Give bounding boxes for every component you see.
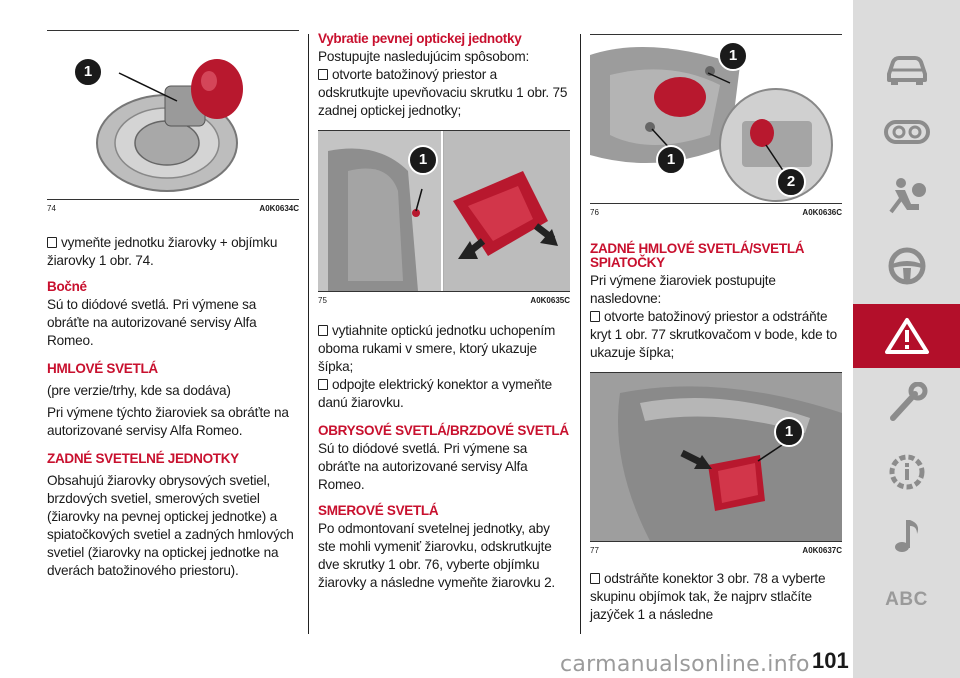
figure-code: A0K0634C [259, 204, 299, 213]
bullet-item: otvorte batožinový priestor a odskrutkujte upevňovaciu skrutku 1 obr. 75 zadnej optickej jednotky; [318, 66, 570, 120]
watermark: carmanualsonline.info [560, 652, 810, 677]
figure-caption [590, 203, 842, 220]
dashboard-gauges-icon [883, 112, 931, 152]
paragraph: Postupujte nasledujúcim spôsobom: [318, 49, 530, 64]
figure-77 [590, 372, 842, 558]
rear-cover-illustration [590, 373, 842, 541]
sidebar-item-driving[interactable] [853, 234, 960, 298]
heading-vybratie: Vybratie pevnej optickej jednotky [318, 31, 522, 46]
column-divider [580, 34, 581, 634]
steering-wheel-icon [883, 246, 931, 286]
sidebar-item-emergency[interactable] [853, 304, 960, 368]
sidebar-item-maintenance[interactable] [853, 370, 960, 434]
sidebar-item-multimedia[interactable] [853, 504, 960, 568]
figure-76-image [590, 35, 842, 203]
callout-1: 1 [656, 145, 686, 175]
settings-info-icon [883, 452, 931, 492]
paragraph: Po odmontovaní svetelnej jednotky, aby ste mohli vymeniť žiarovku, odskrutkujte dve skrutky 1 obr. 76, vyberte objímku žiarovky a následne vymeňte žiarovku 2. [318, 521, 556, 590]
figure-76 [590, 34, 842, 220]
callout-1: 1 [774, 417, 804, 447]
heading-zadne-hmlove-spiatocky: ZADNÉ HMLOVÉ SVETLÁ/SVETLÁ SPIATOČKY [590, 241, 805, 270]
callout-1: 1 [408, 145, 438, 175]
callout-1: 1 [718, 41, 748, 71]
paragraph: Pri výmene žiaroviek postupujte nasledovne: [590, 273, 776, 306]
column-2 [318, 30, 570, 592]
figure-75 [318, 130, 570, 308]
column-1 [47, 30, 299, 580]
heading-obrysove-brzdove: OBRYSOVÉ SVETLÁ/BRZDOVÉ SVETLÁ [318, 423, 569, 438]
figure-caption [590, 541, 842, 558]
callout-1: 1 [73, 57, 103, 87]
abc-index-label: ABC [885, 589, 928, 610]
warning-triangle-icon [883, 316, 931, 356]
paragraph: Pri výmene týchto žiaroviek sa obráťte na autorizované servisy Alfa Romeo. [47, 405, 289, 438]
bullet-item: vymeňte jednotku žiarovky + objímku žiarovky 1 obr. 74. [47, 234, 299, 270]
callout-2: 2 [776, 167, 806, 197]
car-icon [883, 48, 931, 88]
figure-code: A0K0635C [530, 296, 570, 305]
bullet-item: odstráňte konektor 3 obr. 78 a vyberte skupinu objímok tak, že najprv stlačíte jazýček 1 a následne [590, 570, 842, 624]
sidebar-item-index[interactable] [853, 568, 960, 632]
bullet-item: vytiahnite optickú jednotku uchopením oboma rukami v smere, ktorý ukazuje šípka; [318, 322, 570, 376]
heading-hmlove-svetla: HMLOVÉ SVETLÁ [47, 361, 158, 376]
paragraph: Sú to diódové svetlá. Pri výmene sa obráťte na autorizované servisy Alfa Romeo. [47, 297, 257, 348]
chapter-sidebar [853, 0, 960, 678]
paragraph: (pre verzie/trhy, kde sa dodáva) [47, 383, 231, 398]
column-divider [308, 34, 309, 634]
heading-bocne: Bočné [47, 279, 87, 294]
bullet-item: otvorte batožinový priestor a odstráňte kryt 1 obr. 77 skrutkovačom v bode, kde to ukazuje šípka; [590, 308, 842, 362]
figure-caption [47, 199, 299, 216]
figure-number: 76 [590, 208, 599, 217]
seat-safety-icon [883, 176, 931, 216]
sidebar-item-dashboard[interactable] [853, 100, 960, 164]
figure-75-image [318, 131, 570, 291]
figure-code: A0K0637C [802, 546, 842, 555]
figure-77-image [590, 373, 842, 541]
paragraph: Obsahujú žiarovky obrysových svetiel, brzdových svetiel, smerových svetiel (žiarovky na pevnej optickej jednotke) a spiatočkových svetiel a zadných hmlových svetiel (žiarovky na optickej jednotke na dverách batožinového priestoru). [47, 473, 294, 578]
heading-zadne-svetelne-jednotky: ZADNÉ SVETELNÉ JEDNOTKY [47, 451, 239, 466]
sidebar-item-technical-data[interactable] [853, 440, 960, 504]
bullet-item: odpojte elektrický konektor a vymeňte danú žiarovku. [318, 376, 570, 412]
figure-number: 75 [318, 296, 327, 305]
figure-74-image [47, 31, 299, 199]
paragraph: Sú to diódové svetlá. Pri výmene sa obráťte na autorizované servisy Alfa Romeo. [318, 441, 528, 492]
figure-code: A0K0636C [802, 208, 842, 217]
figure-74 [47, 30, 299, 216]
column-3 [590, 30, 842, 624]
figure-number: 74 [47, 204, 56, 213]
figure-number: 77 [590, 546, 599, 555]
page-number: 101 [812, 648, 849, 673]
sidebar-item-car[interactable] [853, 36, 960, 100]
heading-smerove-svetla: SMEROVÉ SVETLÁ [318, 503, 439, 518]
wrench-icon [883, 382, 931, 422]
figure-caption [318, 291, 570, 308]
music-note-icon [883, 516, 931, 556]
trunk-optical-unit-illustration [318, 131, 570, 291]
sidebar-item-safety[interactable] [853, 164, 960, 228]
